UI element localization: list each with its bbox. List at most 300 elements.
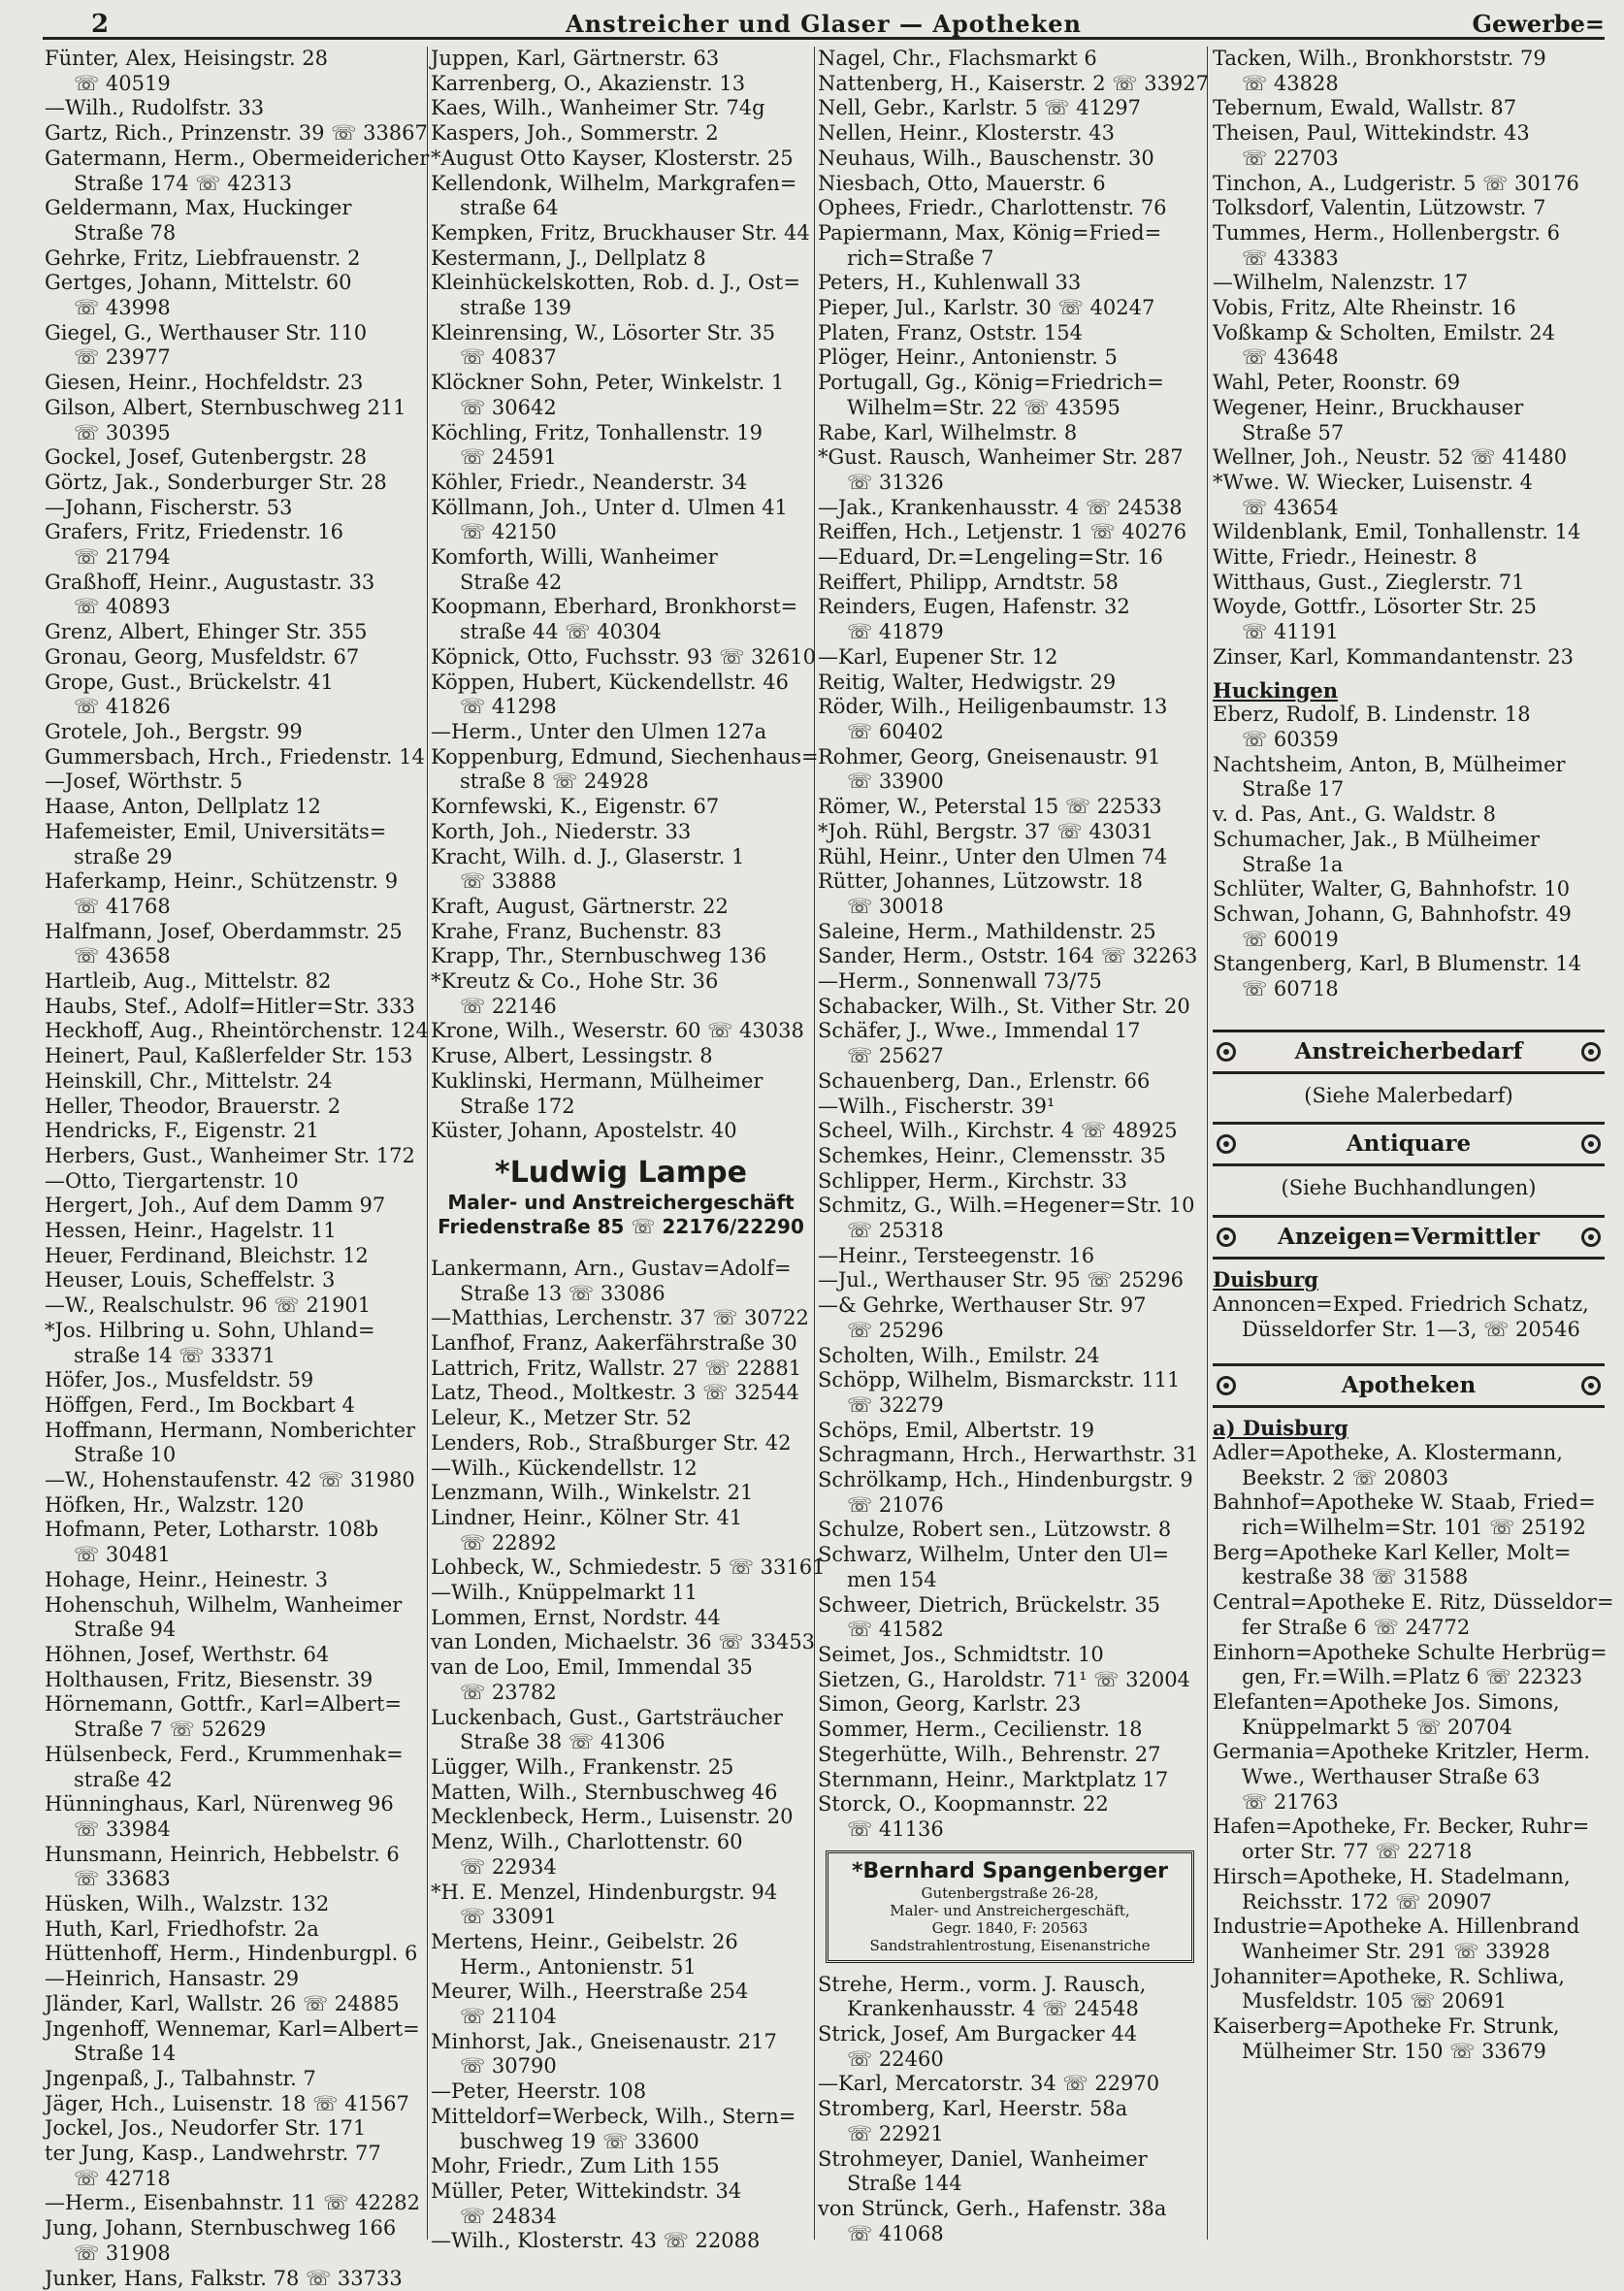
entry-continuation: ☏ 22460 — [847, 2046, 944, 2071]
entry-continuation: ☏ 22146 — [460, 994, 557, 1018]
directory-entry: Hirsch=Apotheke, H. Stadelmann, — [1213, 1864, 1571, 1888]
directory-entry: Nell, Gebr., Karlstr. 5 ☏ 41297 — [818, 96, 1142, 120]
directory-entry: Niesbach, Otto, Mauerstr. 6 — [818, 171, 1106, 195]
entry-list — [431, 1256, 826, 2254]
entry-list — [818, 1973, 1202, 2247]
directory-entry: Sander, Herm., Oststr. 164 ☏ 32263 — [818, 944, 1198, 968]
directory-entry: Schulze, Robert sen., Lützowstr. 8 — [818, 1518, 1172, 1542]
entry-continuation: Straße 13 ☏ 33086 — [460, 1281, 666, 1305]
directory-entry: Wahl, Peter, Roonstr. 69 — [1213, 371, 1461, 395]
entry-continuation: ☏ 43648 — [1242, 345, 1339, 370]
directory-entry: Tummes, Herm., Hollenbergstr. 6 — [1213, 220, 1560, 245]
directory-entry: Koopmann, Eberhard, Bronkhorst= — [431, 595, 798, 619]
ad-line: Friedenstraße 85 ☏ 22176/22290 — [438, 1214, 804, 1238]
directory-entry: Hüttenhoff, Herm., Hindenburgpl. 6 — [45, 1942, 418, 1966]
directory-entry: Holthausen, Fritz, Biesenstr. 39 — [45, 1667, 374, 1691]
ad-company-name: *Ludwig Lampe — [495, 1155, 747, 1190]
entry-continuation: Straße 78 — [74, 220, 177, 245]
directory-entry: Lügger, Wilh., Frankenstr. 25 — [431, 1755, 734, 1779]
entry-continuation: straße 14 ☏ 33371 — [74, 1343, 276, 1367]
directory-entry: Vobis, Fritz, Alte Rheinstr. 16 — [1213, 296, 1516, 320]
entry-continuation: ☏ 23977 — [74, 345, 171, 370]
directory-entry: Tinchon, A., Ludgeristr. 5 ☏ 30176 — [1213, 171, 1579, 195]
directory-entry: Hohenschuh, Wilhelm, Wanheimer — [45, 1592, 403, 1617]
directory-entry: *Jos. Hilbring u. Sohn, Uhland= — [45, 1318, 375, 1342]
directory-entry: —Karl, Eupener Str. 12 — [818, 644, 1058, 669]
directory-entry: Köllmann, Joh., Unter d. Ulmen 41 — [431, 495, 788, 519]
directory-entry: Schlüter, Walter, G, Bahnhofstr. 10 — [1213, 877, 1571, 901]
directory-entry: Schabacker, Wilh., St. Vither Str. 20 — [818, 994, 1190, 1018]
entry-continuation: fer Straße 6 ☏ 24772 — [1242, 1615, 1471, 1639]
directory-entry: —Karl, Mercatorstr. 34 ☏ 22970 — [818, 2072, 1160, 2096]
entry-continuation: ☏ 25627 — [847, 1044, 944, 1068]
section-title: Anzeigen=Vermittler — [1277, 1224, 1540, 1251]
directory-entry: Schragmann, Hrch., Herwarthstr. 31 — [818, 1443, 1199, 1467]
directory-entry: Schöpp, Wilhelm, Bismarckstr. 111 — [818, 1368, 1181, 1392]
directory-entry: Minhorst, Jak., Gneisenaustr. 217 — [431, 2029, 777, 2053]
entry-list — [431, 47, 819, 1144]
directory-entry: Kuklinski, Hermann, Mülheimer — [431, 1068, 763, 1093]
directory-entry: Jländer, Karl, Wallstr. 26 ☏ 24885 — [45, 1991, 400, 2015]
entry-continuation: ☏ 43998 — [74, 296, 171, 320]
entry-continuation: Straße 42 — [460, 570, 563, 594]
directory-entry: Luckenbach, Gust., Gartsträucher — [431, 1705, 783, 1729]
entry-continuation: Düsseldorfer Str. 1—3, ☏ 20546 — [1242, 1317, 1580, 1341]
directory-entry: Witte, Friedr., Heinestr. 8 — [1213, 545, 1478, 570]
column-1 — [45, 47, 430, 2290]
directory-entry: Pieper, Jul., Karlstr. 30 ☏ 40247 — [818, 296, 1155, 320]
directory-entry: Köchling, Fritz, Tonhallenstr. 19 — [431, 420, 763, 444]
directory-entry: Voßkamp & Scholten, Emilstr. 24 — [1213, 320, 1556, 344]
directory-entry: Reiffert, Philipp, Arndtstr. 58 — [818, 570, 1119, 594]
cross-reference: (Siehe Malerbedarf) — [1304, 1083, 1513, 1107]
page-number: 2 — [91, 10, 110, 39]
directory-entry: Hofmann, Peter, Lotharstr. 108b — [45, 1518, 379, 1542]
directory-entry: Stegerhütte, Wilh., Behrenstr. 27 — [818, 1742, 1161, 1766]
directory-entry: Jngenpaß, J., Talbahnstr. 7 — [45, 2066, 316, 2090]
directory-entry: Karrenberg, O., Akazienstr. 13 — [431, 71, 746, 95]
entry-continuation: buschweg 19 ☏ 33600 — [460, 2129, 699, 2153]
entry-continuation: ☏ 30481 — [74, 1543, 171, 1567]
entry-continuation: ☏ 33900 — [847, 769, 944, 794]
directory-entry: Scholten, Wilh., Emilstr. 24 — [818, 1343, 1100, 1367]
section-header-antiquare — [1213, 1122, 1605, 1166]
directory-entry: —Herm., Sonnenwall 73/75 — [818, 969, 1102, 994]
entry-list — [1213, 1293, 1605, 1342]
directory-entry: Menz, Wilh., Charlottenstr. 60 — [431, 1830, 743, 1854]
directory-entry: Annoncen=Exped. Friedrich Schatz, — [1213, 1292, 1589, 1316]
directory-entry: Kornfewski, K., Eigenstr. 67 — [431, 795, 720, 819]
directory-entry: Köhler, Friedr., Neanderstr. 34 — [431, 470, 748, 494]
directory-entry: Kaiserberg=Apotheke Fr. Strunk, — [1213, 2014, 1560, 2039]
directory-entry: —Otto, Tiergartenstr. 10 — [45, 1168, 299, 1193]
entry-continuation: ☏ 33091 — [460, 1905, 557, 1929]
directory-entry: Jung, Johann, Sternbuschweg 166 — [45, 2216, 397, 2241]
directory-entry: Stromberg, Karl, Heerstr. 58a — [818, 2097, 1128, 2121]
ornament-icon — [1581, 1042, 1601, 1062]
directory-entry: —W., Realschulstr. 96 ☏ 21901 — [45, 1293, 372, 1318]
directory-entry: —Heinrich, Hansastr. 29 — [45, 1967, 300, 1991]
entry-list — [1213, 47, 1605, 671]
entry-continuation: Reichsstr. 172 ☏ 20907 — [1242, 1889, 1492, 1914]
entry-continuation: Wwe., Werthauser Straße 63 — [1242, 1765, 1541, 1789]
ornament-icon — [1217, 1134, 1236, 1154]
directory-entry: Ophees, Friedr., Charlottenstr. 76 — [818, 196, 1167, 220]
directory-entry: Schumacher, Jak., B Mülheimer — [1213, 827, 1541, 851]
directory-entry: Hergert, Joh., Auf dem Damm 97 — [45, 1194, 386, 1218]
entry-continuation: ☏ 22892 — [460, 1530, 557, 1555]
directory-entry: —W., Hohenstaufenstr. 42 ☏ 31980 — [45, 1468, 415, 1492]
ornament-icon — [1217, 1227, 1236, 1247]
entry-continuation: ☏ 60019 — [1242, 927, 1339, 951]
directory-entry: Jäger, Hch., Luisenstr. 18 ☏ 41567 — [45, 2091, 409, 2115]
directory-entry: Lindner, Heinr., Kölner Str. 41 — [431, 1505, 743, 1529]
entry-continuation: ☏ 25296 — [847, 1318, 944, 1342]
directory-entry: Zinser, Karl, Kommandantenstr. 23 — [1213, 644, 1574, 669]
directory-entry: Kraft, August, Gärtnerstr. 22 — [431, 894, 729, 918]
column-divider — [427, 47, 428, 2240]
directory-entry: von Strünck, Gerh., Hafenstr. 38a — [818, 2196, 1167, 2220]
directory-entry: —Josef, Wörthstr. 5 — [45, 769, 244, 794]
directory-entry: Krapp, Thr., Sternbuschweg 136 — [431, 944, 767, 968]
directory-entry: Lenders, Rob., Straßburger Str. 42 — [431, 1430, 792, 1455]
entry-continuation: ☏ 41298 — [460, 695, 557, 719]
directory-entry: Schemkes, Heinr., Clemensstr. 35 — [818, 1143, 1166, 1167]
directory-entry: Woyde, Gottfr., Lösorter Str. 25 — [1213, 595, 1537, 619]
directory-entry: Mertens, Heinr., Geibelstr. 26 — [431, 1929, 738, 1953]
directory-entry: Einhorn=Apotheke Schulte Herbrüg= — [1213, 1640, 1608, 1664]
entry-continuation: ☏ 22921 — [847, 2121, 944, 2145]
entry-continuation: ☏ 43658 — [74, 944, 171, 968]
directory-entry: Giegel, G., Werthauser Str. 110 — [45, 320, 368, 344]
entry-continuation: ☏ 31326 — [847, 470, 944, 494]
directory-entry: Nagel, Chr., Flachsmarkt 6 — [818, 47, 1097, 70]
directory-entry: *Wwe. W. Wiecker, Luisenstr. 4 — [1213, 470, 1534, 494]
directory-entry: Theisen, Paul, Wittekindstr. 43 — [1213, 121, 1530, 146]
entry-continuation: rich=Straße 7 — [847, 245, 994, 270]
entry-continuation: ☏ 41068 — [847, 2221, 944, 2245]
directory-entry: Haubs, Stef., Adolf=Hitler=Str. 333 — [45, 994, 415, 1018]
directory-entry: —Herm., Eisenbahnstr. 11 ☏ 42282 — [45, 2191, 420, 2215]
advertisement-spangenberger — [826, 1850, 1194, 1963]
directory-entry: Witthaus, Gust., Zieglerstr. 71 — [1213, 570, 1525, 594]
directory-entry: *Gust. Rausch, Wanheimer Str. 287 — [818, 445, 1184, 470]
entry-list — [1213, 1440, 1614, 2065]
directory-entry: Simon, Georg, Karlstr. 23 — [818, 1692, 1082, 1717]
directory-entry: Seimet, Jos., Schmidtstr. 10 — [818, 1643, 1104, 1666]
directory-entry: —Heinr., Tersteegenstr. 16 — [818, 1243, 1095, 1267]
directory-entry: Gertges, Johann, Mittelstr. 60 — [45, 271, 352, 295]
directory-entry: Mecklenbeck, Herm., Luisenstr. 20 — [431, 1805, 794, 1829]
directory-entry: Röder, Wilh., Heiligenbaumstr. 13 — [818, 695, 1168, 719]
directory-entry: Heinskill, Chr., Mittelstr. 24 — [45, 1068, 333, 1093]
directory-entry: Berg=Apotheke Karl Keller, Molt= — [1213, 1540, 1572, 1564]
directory-entry: Gehrke, Fritz, Liebfrauenstr. 2 — [45, 245, 361, 270]
entry-continuation: straße 42 — [74, 1767, 173, 1791]
entry-continuation: Krankenhausstr. 4 ☏ 24548 — [847, 1997, 1139, 2021]
ad-company-name: *Bernhard Spangenberger — [852, 1858, 1168, 1883]
directory-entry: Storck, O., Koopmannstr. 22 — [818, 1792, 1109, 1816]
directory-entry: Wildenblank, Emil, Tonhallenstr. 14 — [1213, 520, 1581, 544]
entry-continuation: ☏ 60402 — [847, 719, 944, 743]
directory-entry: Hafemeister, Emil, Universitäts= — [45, 819, 387, 843]
directory-entry: Höffgen, Ferd., Im Bockbart 4 — [45, 1392, 355, 1417]
entry-continuation: ☏ 41191 — [1242, 620, 1339, 644]
entry-continuation: Straße 1a — [1242, 852, 1344, 876]
entry-continuation: ☏ 30790 — [460, 2054, 557, 2078]
entry-continuation: ☏ 32279 — [847, 1392, 944, 1417]
entry-continuation: ☏ 41136 — [847, 1816, 944, 1841]
directory-entry: Kestermann, J., Dellplatz 8 — [431, 245, 706, 270]
directory-entry: Graßhoff, Heinr., Augustastr. 33 — [45, 570, 375, 594]
directory-entry: Hendricks, F., Eigenstr. 21 — [45, 1119, 319, 1143]
directory-entry: Juppen, Karl, Gärtnerstr. 63 — [431, 47, 720, 70]
page-header — [43, 8, 1605, 40]
directory-entry: Giesen, Heinr., Hochfeldstr. 23 — [45, 371, 364, 395]
directory-entry: Eberz, Rudolf, B. Lindenstr. 18 — [1213, 703, 1531, 727]
entry-continuation: Musfeldstr. 105 ☏ 20691 — [1242, 1989, 1507, 2013]
entry-continuation: ☏ 22703 — [1242, 146, 1339, 170]
entry-list — [818, 47, 1210, 1843]
section-title: Apotheken — [1341, 1372, 1477, 1399]
directory-entry: Jngenhoff, Wennemar, Karl=Albert= — [45, 2016, 420, 2041]
directory-entry: Rabe, Karl, Wilhelmstr. 8 — [818, 420, 1078, 444]
entry-continuation: Straße 38 ☏ 41306 — [460, 1730, 666, 1754]
directory-entry: —Eduard, Dr.=Lengeling=Str. 16 — [818, 545, 1163, 570]
entry-continuation: Wilhelm=Str. 22 ☏ 43595 — [847, 395, 1121, 419]
directory-entry: Krahe, Franz, Buchenstr. 83 — [431, 919, 722, 943]
section-header-anstreicherbedarf — [1213, 1030, 1605, 1074]
column-4 — [1213, 47, 1614, 2240]
directory-entry: Hörnemann, Gottfr., Karl=Albert= — [45, 1692, 402, 1717]
entry-continuation: straße 8 ☏ 24928 — [460, 769, 649, 794]
entry-continuation: ☏ 21076 — [847, 1492, 944, 1517]
directory-entry: Nattenberg, H., Kaiserstr. 2 ☏ 33927 — [818, 71, 1210, 95]
directory-entry: —Wilh., Kückendellstr. 12 — [431, 1456, 698, 1480]
ornament-icon — [1217, 1042, 1236, 1062]
directory-entry: Bahnhof=Apotheke W. Staab, Fried= — [1213, 1490, 1596, 1515]
directory-entry: Kracht, Wilh. d. J., Glaserstr. 1 — [431, 844, 745, 868]
directory-entry: Kruse, Albert, Lessingstr. 8 — [431, 1044, 713, 1068]
directory-entry: Hohage, Heinr., Heinestr. 3 — [45, 1567, 329, 1591]
entry-continuation: rich=Wilhelm=Str. 101 ☏ 25192 — [1242, 1516, 1586, 1540]
entry-continuation: Wanheimer Str. 291 ☏ 33928 — [1242, 1940, 1550, 1963]
directory-entry: Plöger, Heinr., Antonienstr. 5 — [818, 345, 1118, 370]
entry-continuation: orter Str. 77 ☏ 22718 — [1242, 1840, 1473, 1864]
entry-continuation: Straße 144 — [847, 2172, 962, 2196]
directory-entry: *H. E. Menzel, Hindenburgstr. 94 — [431, 1880, 778, 1904]
directory-entry: Römer, W., Peterstal 15 ☏ 22533 — [818, 795, 1162, 819]
entry-continuation: ☏ 41768 — [74, 894, 171, 918]
entry-continuation: men 154 — [847, 1567, 937, 1591]
entry-continuation: ☏ 30395 — [74, 420, 171, 444]
directory-entry: Schwan, Johann, G, Bahnhofstr. 49 — [1213, 901, 1572, 926]
entry-continuation: ☏ 60718 — [1242, 977, 1339, 1001]
directory-entry: Elefanten=Apotheke Jos. Simons, — [1213, 1689, 1560, 1714]
directory-entry: Leleur, K., Metzer Str. 52 — [431, 1406, 693, 1430]
entry-continuation: Straße 7 ☏ 52629 — [74, 1718, 267, 1742]
directory-entry: —Jul., Werthauser Str. 95 ☏ 25296 — [818, 1268, 1184, 1293]
directory-entry: Köpnick, Otto, Fuchsstr. 93 ☏ 32610 — [431, 644, 816, 669]
directory-entry: Wegener, Heinr., Bruckhauser — [1213, 395, 1524, 419]
directory-entry: Haferkamp, Heinr., Schützenstr. 9 — [45, 869, 399, 894]
entry-continuation: ☏ 33683 — [74, 1867, 171, 1891]
directory-entry: Gummersbach, Hrch., Friedenstr. 14 — [45, 744, 425, 769]
directory-entry: Müller, Peter, Wittekindstr. 34 — [431, 2178, 742, 2203]
directory-entry: Rütter, Johannes, Lützowstr. 18 — [818, 869, 1144, 894]
directory-entry: Fünter, Alex, Heisingstr. 28 — [45, 47, 329, 70]
directory-entry: Kleinrensing, W., Lösorter Str. 35 — [431, 320, 776, 344]
directory-entry: Heuer, Ferdinand, Bleichstr. 12 — [45, 1243, 369, 1267]
subheading-duisburg: Duisburg — [1213, 1267, 1318, 1293]
directory-entry: Scheel, Wilh., Kirchstr. 4 ☏ 48925 — [818, 1119, 1178, 1143]
directory-entry: Mitteldorf=Werbeck, Wilh., Stern= — [431, 2104, 796, 2128]
running-head-right: Gewerbe= — [1472, 10, 1605, 38]
ornament-icon — [1581, 1227, 1601, 1247]
directory-entry: Schlipper, Herm., Kirchstr. 33 — [818, 1168, 1127, 1193]
directory-entry: Wellner, Joh., Neustr. 52 ☏ 41480 — [1213, 445, 1568, 470]
column-divider — [1207, 47, 1208, 2240]
directory-entry: Sietzen, G., Haroldstr. 71¹ ☏ 32004 — [818, 1667, 1190, 1691]
directory-entry: Gilson, Albert, Sternbuschweg 211 — [45, 395, 406, 419]
entry-continuation: ☏ 40893 — [74, 595, 171, 619]
directory-entry: Görtz, Jak., Sonderburger Str. 28 — [45, 470, 387, 494]
entry-continuation: ☏ 21104 — [460, 2005, 557, 2029]
directory-entry: Reinders, Eugen, Hafenstr. 32 — [818, 595, 1130, 619]
directory-entry: Strehe, Herm., vorm. J. Rausch, — [818, 1972, 1147, 1996]
directory-entry: Reiffen, Hch., Letjenstr. 1 ☏ 40276 — [818, 520, 1187, 544]
directory-entry: Lohbeck, W., Schmiedestr. 5 ☏ 33161 — [431, 1555, 826, 1580]
directory-entry: *Joh. Rühl, Bergstr. 37 ☏ 43031 — [818, 819, 1154, 843]
directory-entry: Schrölkamp, Hch., Hindenburgstr. 9 — [818, 1468, 1193, 1492]
directory-entry: Hafen=Apotheke, Fr. Becker, Ruhr= — [1213, 1815, 1590, 1839]
directory-entry: Strohmeyer, Daniel, Wanheimer — [818, 2146, 1148, 2171]
directory-entry: —& Gehrke, Werthauser Str. 97 — [818, 1293, 1147, 1318]
directory-entry: Korth, Joh., Niederstr. 33 — [431, 819, 692, 843]
section-header-apotheken — [1213, 1363, 1605, 1408]
directory-entry: Germania=Apotheke Kritzler, Herm. — [1213, 1740, 1591, 1764]
directory-entry: Schäfer, J., Wwe., Immendal 17 — [818, 1019, 1141, 1043]
directory-entry: Hartleib, Aug., Mittelstr. 82 — [45, 969, 332, 994]
directory-entry: Stangenberg, Karl, B Blumenstr. 14 — [1213, 952, 1581, 976]
directory-entry: van de Loo, Emil, Immendal 35 — [431, 1655, 753, 1680]
entry-continuation: ☏ 25318 — [847, 1219, 944, 1243]
ad-line: Maler- und Anstreichergeschäft, — [890, 1901, 1130, 1919]
entry-list — [1213, 703, 1605, 1001]
directory-entry: Rohmer, Georg, Gneisenaustr. 91 — [818, 744, 1161, 769]
ad-line: Gutenbergstraße 26-28, — [921, 1883, 1099, 1902]
entry-continuation: ☏ 40519 — [74, 71, 171, 95]
directory-entry: Kellendonk, Wilhelm, Markgrafen= — [431, 171, 797, 195]
directory-entry: Sommer, Herm., Cecilienstr. 18 — [818, 1718, 1143, 1742]
page-title: Anstreicher und Glaser — Apotheken — [566, 10, 1082, 38]
directory-entry: Nellen, Heinr., Klosterstr. 43 — [818, 121, 1116, 146]
directory-entry: Gatermann, Herm., Obermeidericher — [45, 146, 430, 170]
directory-entry: Jockel, Jos., Neudorfer Str. 171 — [45, 2116, 367, 2141]
directory-entry: Küster, Johann, Apostelstr. 40 — [431, 1119, 737, 1143]
entry-continuation: straße 139 — [460, 296, 571, 320]
directory-entry: Hoffmann, Hermann, Nomberichter — [45, 1418, 416, 1442]
directory-entry: Köppen, Hubert, Kückendellstr. 46 — [431, 670, 790, 694]
entry-continuation: kestraße 38 ☏ 31588 — [1242, 1565, 1469, 1589]
directory-entry: v. d. Pas, Ant., G. Waldstr. 8 — [1213, 802, 1496, 827]
directory-entry: Geldermann, Max, Huckinger — [45, 196, 352, 220]
directory-entry: Heckhoff, Aug., Rheintörchenstr. 124 — [45, 1019, 429, 1043]
directory-entry: —Herm., Unter den Ulmen 127a — [431, 719, 767, 743]
entry-continuation: gen, Fr.=Wilh.=Platz 6 ☏ 22323 — [1242, 1665, 1583, 1689]
entry-continuation: ☏ 24591 — [460, 445, 557, 470]
entry-continuation: Beekstr. 2 ☏ 20803 — [1242, 1465, 1449, 1489]
entry-continuation: Straße 172 — [460, 1094, 575, 1118]
entry-continuation: straße 29 — [74, 844, 173, 868]
directory-entry: Höfer, Jos., Musfeldstr. 59 — [45, 1368, 314, 1392]
entry-continuation: ☏ 21763 — [1242, 1789, 1339, 1814]
entry-continuation: Straße 14 — [74, 2042, 177, 2066]
directory-entry: *August Otto Kayser, Klosterstr. 25 — [431, 146, 794, 170]
entry-continuation: ☏ 43383 — [1242, 245, 1339, 270]
directory-entry: Lanfhof, Franz, Aakerfährstraße 30 — [431, 1331, 797, 1356]
directory-entry: Strick, Josef, Am Burgacker 44 — [818, 2022, 1138, 2046]
ad-line: Maler- und Anstreichergeschäft — [447, 1190, 795, 1214]
entry-continuation: Mülheimer Str. 150 ☏ 33679 — [1242, 2039, 1546, 2063]
directory-entry: Rühl, Heinr., Unter den Ulmen 74 — [818, 844, 1168, 868]
entry-continuation: ☏ 30018 — [847, 894, 944, 918]
directory-entry: Johanniter=Apotheke, R. Schliwa, — [1213, 1964, 1565, 1988]
column-divider — [814, 47, 815, 2240]
directory-entry: —Wilh., Rudolfstr. 33 — [45, 96, 265, 120]
directory-entry: Lenzmann, Wilh., Winkelstr. 21 — [431, 1481, 754, 1505]
entry-continuation: ☏ 31908 — [74, 2241, 171, 2265]
directory-entry: Peters, H., Kuhlenwall 33 — [818, 271, 1082, 295]
directory-entry: Schwarz, Wilhelm, Unter den Ul= — [818, 1543, 1170, 1567]
entry-list — [45, 47, 430, 2291]
directory-entry: Höfken, Hr., Walzstr. 120 — [45, 1492, 305, 1517]
directory-entry: Schöps, Emil, Albertstr. 19 — [818, 1418, 1095, 1442]
entry-continuation: ☏ 43828 — [1242, 71, 1339, 95]
directory-entry: Komforth, Willi, Wanheimer — [431, 545, 718, 570]
entry-continuation: straße 64 — [460, 196, 559, 220]
directory-entry: Meurer, Wilh., Heerstraße 254 — [431, 1980, 749, 2004]
entry-continuation: Straße 94 — [74, 1618, 177, 1642]
directory-entry: Reitig, Walter, Hedwigstr. 29 — [818, 670, 1117, 694]
entry-continuation: ☏ 33888 — [460, 869, 557, 894]
directory-entry: Hessen, Heinr., Hagelstr. 11 — [45, 1219, 337, 1243]
entry-continuation: ☏ 41582 — [847, 1618, 944, 1642]
directory-entry: —Wilh., Fischerstr. 39¹ — [818, 1094, 1056, 1118]
entry-continuation: straße 44 ☏ 40304 — [460, 620, 663, 644]
directory-entry: Matten, Wilh., Sternbuschweg 46 — [431, 1780, 778, 1804]
directory-entry: Krone, Wilh., Weserstr. 60 ☏ 43038 — [431, 1019, 804, 1043]
directory-entry: Klöckner Sohn, Peter, Winkelstr. 1 — [431, 371, 785, 395]
entry-continuation: ☏ 22934 — [460, 1854, 557, 1879]
directory-entry: Kaes, Wilh., Wanheimer Str. 74g — [431, 96, 765, 120]
directory-entry: Hünninghaus, Karl, Nürenweg 96 — [45, 1792, 394, 1816]
directory-entry: Hüsken, Wilh., Walzstr. 132 — [45, 1892, 330, 1916]
entry-continuation: Straße 174 ☏ 42313 — [74, 171, 293, 195]
entry-continuation: ☏ 40837 — [460, 345, 557, 370]
directory-entry: Tolksdorf, Valentin, Lützowstr. 7 — [1213, 196, 1546, 220]
directory-entry: —Jak., Krankenhausstr. 4 ☏ 24538 — [818, 495, 1183, 519]
ornament-icon — [1217, 1376, 1236, 1395]
entry-continuation: Herm., Antonienstr. 51 — [460, 1954, 697, 1979]
directory-entry: —Wilhelm, Nalenzstr. 17 — [1213, 271, 1469, 295]
section-title: Antiquare — [1346, 1130, 1472, 1158]
subheading-a-duisburg: a) Duisburg — [1213, 1416, 1348, 1441]
directory-entry: Heller, Theodor, Brauerstr. 2 — [45, 1094, 341, 1118]
directory-entry: Tebernum, Ewald, Wallstr. 87 — [1213, 96, 1517, 120]
directory-entry: Koppenburg, Edmund, Siechenhaus= — [431, 744, 819, 769]
entry-continuation: Straße 57 — [1242, 420, 1345, 444]
